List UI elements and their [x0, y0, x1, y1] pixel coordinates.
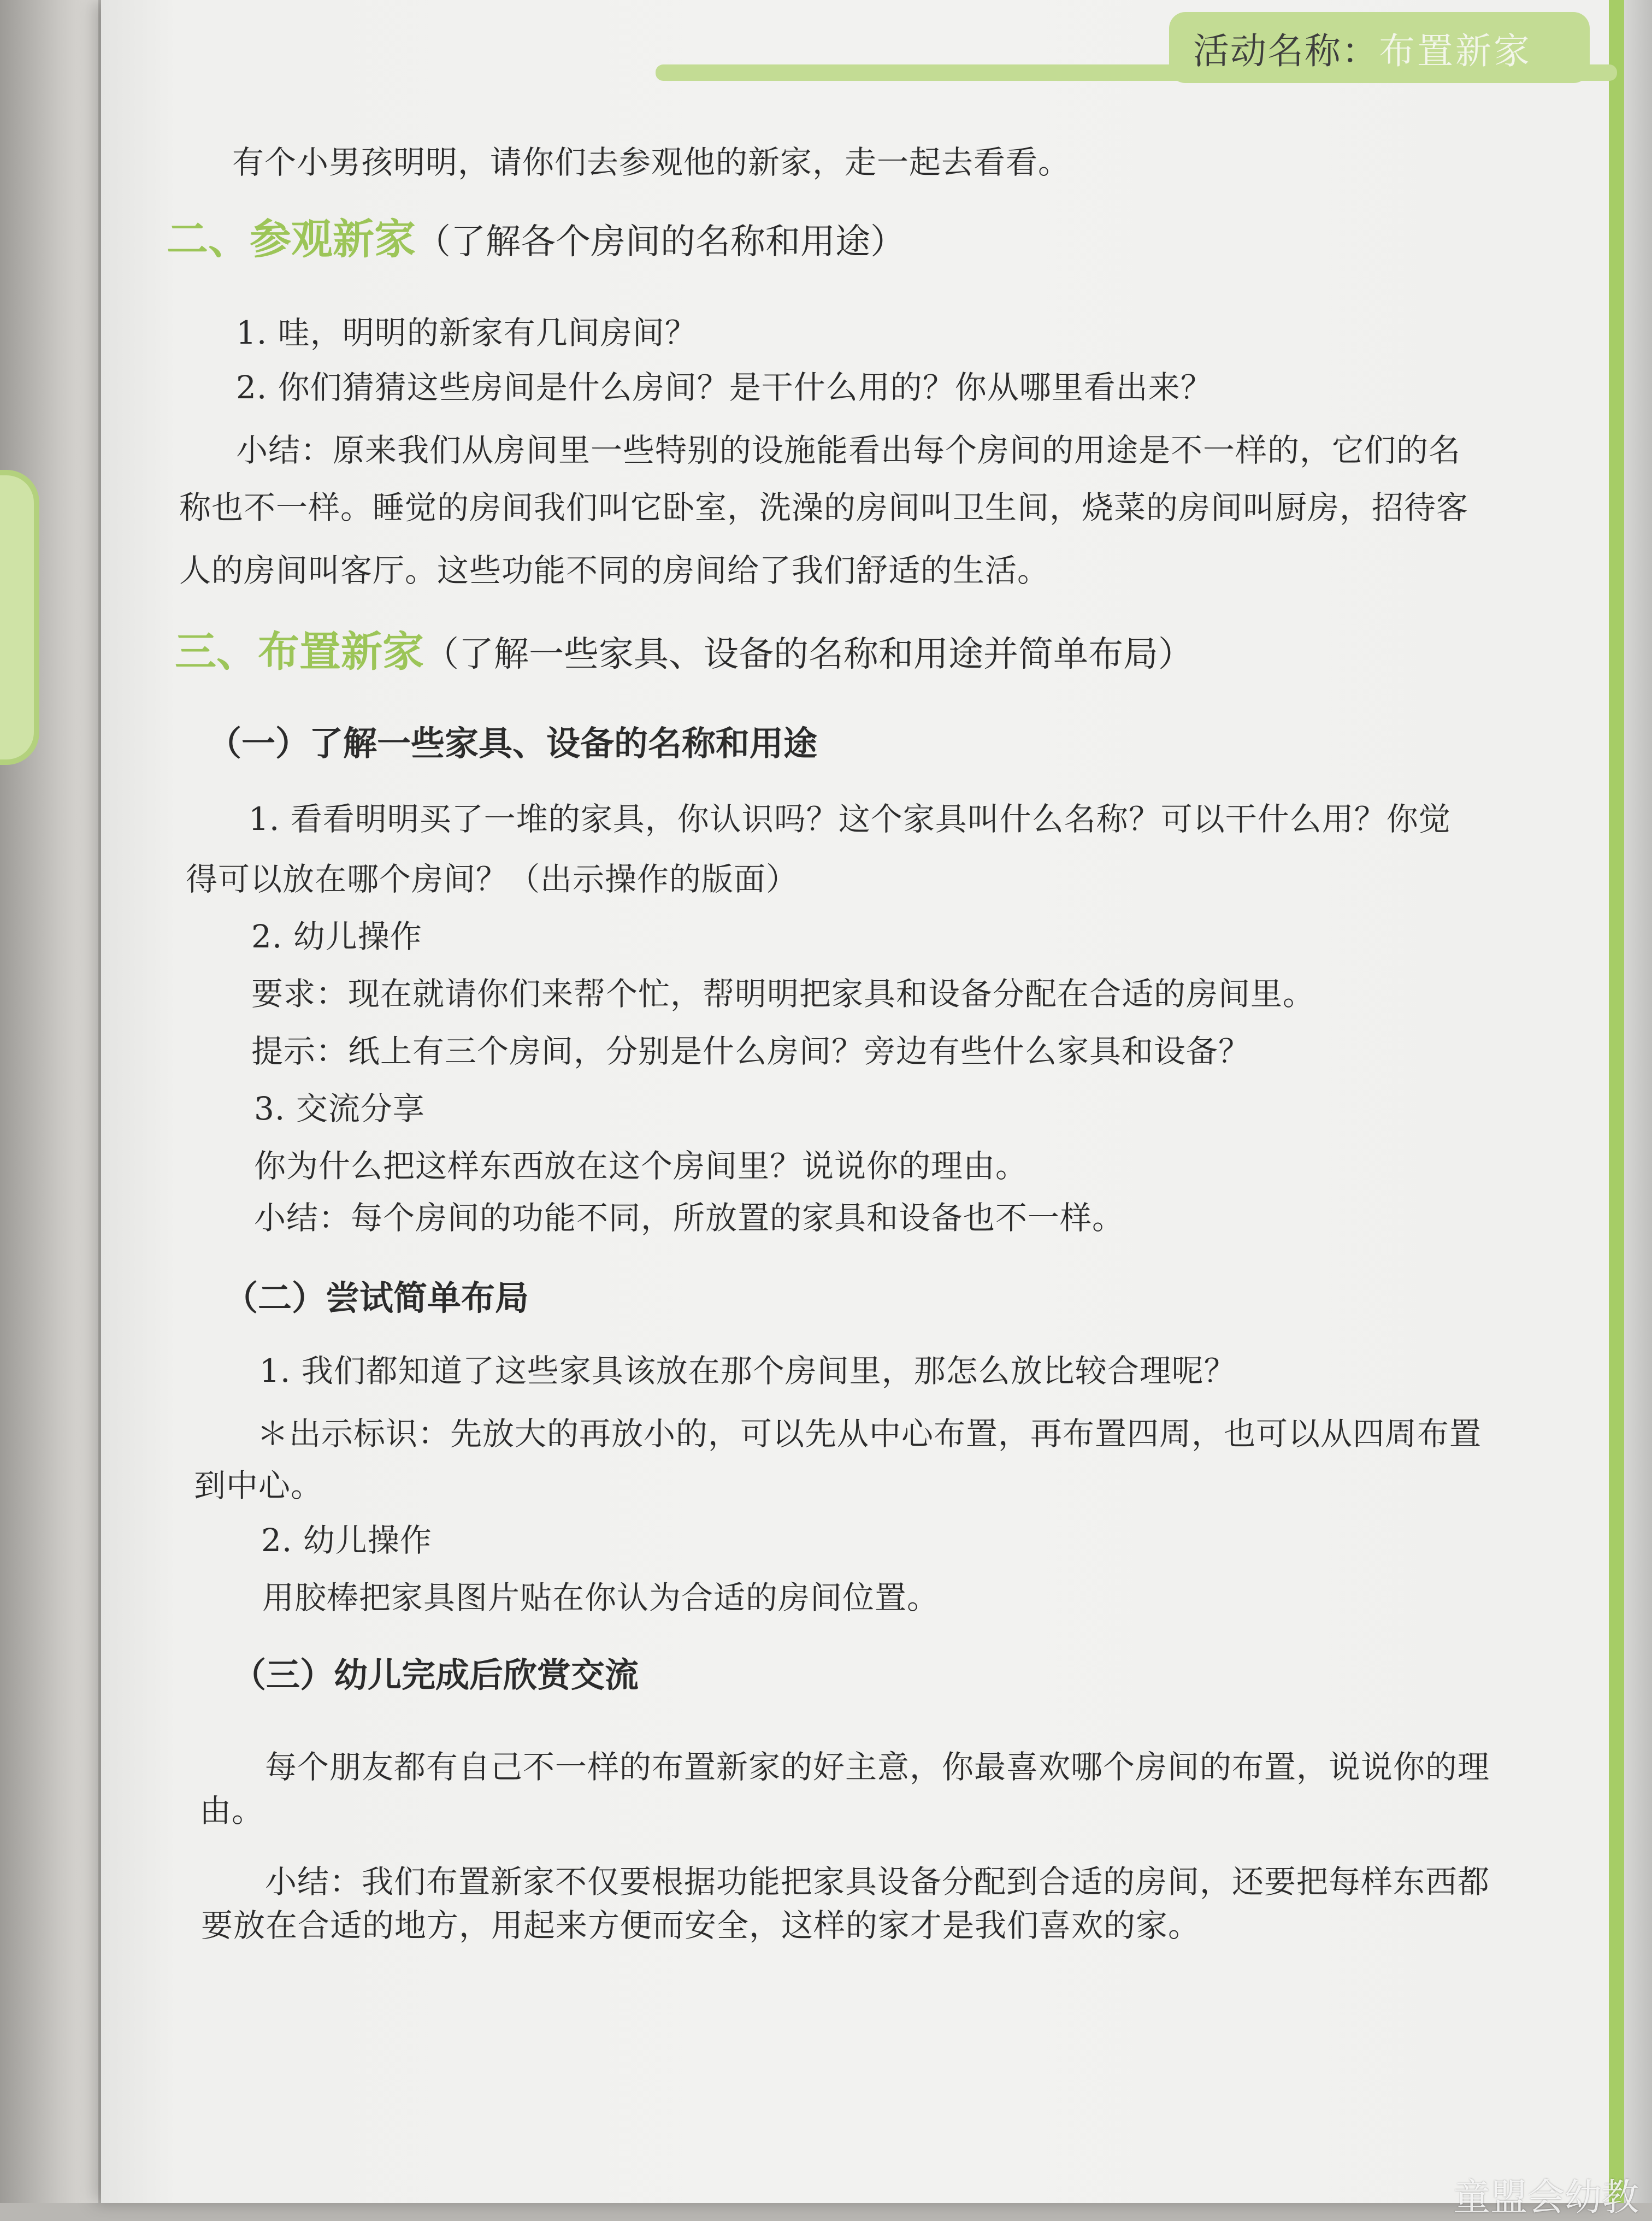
section-number: 三、 [175, 627, 258, 676]
body-text: 到中心。 [194, 1467, 323, 1504]
body-text: 你为什么把这样东西放在这个房间里？说说你的理由。 [254, 1147, 1028, 1185]
list-item: 3. 交流分享 [254, 1090, 425, 1127]
list-item: 2. 你们猜猜这些房间是什么房间？是干什么用的？你从哪里看出来？ [236, 369, 1213, 406]
body-text: 用胶棒把家具图片贴在你认为合适的房间位置。 [262, 1579, 940, 1616]
page-edge [1624, 0, 1652, 2203]
section-number: 二、 [167, 215, 250, 263]
section-title: 布置新家 [258, 627, 424, 676]
intro-text: 有个小男孩明明，请你们去参观他的新家，走一起去看看。 [232, 144, 1071, 181]
watermark: 童盟会幼教 [1453, 2176, 1639, 2219]
subsection-heading: （一）了解一些家具、设备的名称和用途 [208, 723, 818, 763]
activity-name-value: 布置新家 [1379, 30, 1532, 72]
list-item: 2. 幼儿操作 [251, 918, 422, 955]
activity-header [1169, 12, 1590, 83]
page-edge-stripe [1609, 0, 1624, 2203]
summary-text: 要放在合适的地方，用起来方便而安全，这样的家才是我们喜欢的家。 [201, 1907, 1201, 1944]
body-text: ＊出示标识：先放大的再放小的，可以先从中心布置，再布置四周，也可以从四周布置 [257, 1415, 1482, 1452]
summary-text: 小结：我们布置新家不仅要根据功能把家具设备分配到合适的房间，还要把每样东西都 [265, 1863, 1490, 1900]
section-subtitle: （了解一些家具、设备的名称和用途并简单布局） [424, 634, 1193, 675]
left-page-tab [0, 470, 39, 765]
summary-text: 称也不一样。睡觉的房间我们叫它卧室，洗澡的房间叫卫生间，烧菜的房间叫厨房，招待客 [179, 489, 1469, 526]
subsection-heading: （二）尝试简单布局 [224, 1278, 529, 1318]
section-subtitle: （了解各个房间的名称和用途） [416, 222, 905, 262]
subsection-heading: （三）幼儿完成后欣赏交流 [232, 1655, 639, 1695]
body-text: 要求：现在就请你们来帮个忙，帮明明把家具和设备分配在合适的房间里。 [251, 975, 1315, 1012]
activity-name-label: 活动名称： [1193, 30, 1379, 72]
list-item: 1. 我们都知道了这些家具该放在那个房间里，那怎么放比较合理呢？ [259, 1352, 1236, 1389]
summary-text: 小结：每个房间的功能不同，所放置的家具和设备也不一样。 [254, 1199, 1125, 1236]
list-item: 1. 哇，明明的新家有几间房间？ [236, 314, 697, 351]
summary-text: 人的房间叫客厅。这些功能不同的房间给了我们舒适的生活。 [179, 552, 1050, 589]
section-heading-3 [175, 627, 1193, 676]
section-heading-2 [167, 215, 905, 263]
list-item: 1. 看看明明买了一堆的家具，你认识吗？这个家具叫什么名称？可以干什么用？你觉 [249, 800, 1451, 838]
body-text: 提示：纸上有三个房间，分别是什么房间？旁边有些什么家具和设备？ [251, 1033, 1251, 1070]
list-item: 得可以放在哪个房间？（出示操作的版面） [186, 861, 799, 898]
section-title: 参观新家 [250, 215, 416, 263]
list-item: 2. 幼儿操作 [261, 1522, 432, 1559]
left-page-gutter [0, 0, 98, 2203]
summary-text: 小结：原来我们从房间里一些特别的设施能看出每个房间的用途是不一样的，它们的名 [236, 432, 1461, 469]
body-text: 每个朋友都有自己不一样的布置新家的好主意，你最喜欢哪个房间的布置，说说你的理 [265, 1748, 1490, 1786]
body-text: 由。 [199, 1792, 264, 1829]
